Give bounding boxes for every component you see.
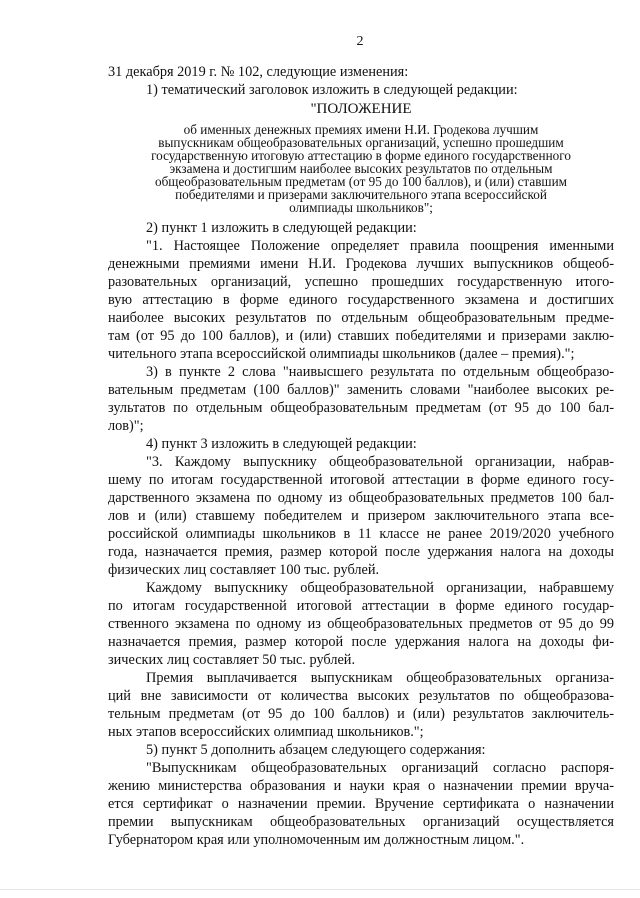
text-line: денежными премиями имени Н.И. Гродекова лучших выпускников общеоб- — [108, 256, 614, 272]
text-line: экзамена и достигшим наиболее высоких результатов по отдельным — [169, 161, 553, 176]
text-line: тельным предметам (от 95 до 100 баллов) и (или) результатов заключитель- — [108, 706, 614, 722]
text-line: шему по итогам государственной итоговой аттестации в форме единого госу- — [108, 472, 614, 488]
text-line: ций вне зависимости от количества высоких результатов по общеобразова- — [108, 688, 614, 704]
text-line: выпускникам общеобразовательных организаций, успешно прошедшим — [158, 135, 564, 150]
text-line: Губернатором края или уполномоченным им должностным лицом.". — [108, 832, 525, 848]
text-line: ется сертификат о назначении премии. Вручение сертификата о назначении — [108, 796, 614, 812]
text-line: Каждому выпускнику общеобразовательной организации, набравшему — [146, 580, 614, 596]
text-line: олимпиады школьников"; — [289, 200, 433, 215]
text-line: года, назначается премия, размер которой после удержания налога на доходы — [108, 544, 614, 560]
text-line: "1. Настоящее Положение определяет правила поощрения именными — [146, 238, 614, 254]
text-line: ных этапов всероссийских олимпиад школьников."; — [108, 724, 424, 740]
text-line: 1) тематический заголовок изложить в следующей редакции: — [146, 82, 518, 98]
text-line: вую аттестацию в форме единого государственного экзамена и достигших — [108, 292, 614, 308]
page-bottom-edge — [0, 889, 640, 890]
text-line: ственного экзамена по одному из общеобразовательных предметов от 95 до 99 — [108, 616, 614, 632]
text-line: назначается премия, размер которой после удержания налога на доходы фи- — [108, 634, 614, 650]
text-line: чительного этапа всероссийской олимпиады школьников (далее – премия)."; — [108, 346, 575, 362]
text-line: лов и (или) ставшему победителем и призером заключительного этапа все- — [108, 508, 614, 524]
text-line: Премия выплачивается выпускникам общеобразовательных организа- — [146, 670, 614, 686]
text-line: по итогам государственной итоговой аттестации в форме единого государ- — [108, 598, 614, 614]
text-line: 3) в пункте 2 слова "наивысшего результата по отдельным общеобразо- — [146, 364, 614, 380]
text-line: 4) пункт 3 изложить в следующей редакции: — [146, 436, 417, 452]
text-line: 2) пункт 1 изложить в следующей редакции: — [146, 220, 417, 236]
text-line: государственную итоговую аттестацию в форме единого государственного — [151, 148, 571, 163]
text-line: "ПОЛОЖЕНИЕ — [310, 101, 412, 117]
text-line: 31 декабря 2019 г. № 102, следующие изменения: — [108, 64, 409, 80]
text-line: об именных денежных премиях имени Н.И. Гродекова лучшим — [183, 122, 539, 137]
text-line: зических лиц составляет 50 тыс. рублей. — [108, 652, 356, 668]
text-line: 5) пункт 5 дополнить абзацем следующего содержания: — [146, 742, 486, 758]
text-line: "Выпускникам общеобразовательных организаций согласно распоря- — [146, 760, 614, 776]
page-number: 2 — [356, 34, 364, 49]
text-line: дарственного экзамена по одному из общеобразовательных предметов 100 бал- — [108, 490, 614, 506]
text-line: общеобразовательным предметам (от 95 до 100 баллов), и (или) ставшим — [154, 174, 567, 189]
text-line: российской олимпиады школьников в 11 классе не ранее 2019/2020 учебного — [108, 526, 614, 542]
text-line: физических лиц составляет 100 тыс. рублей. — [108, 562, 380, 578]
text-line: наиболее высоких результатов по отдельным общеобразовательным предме- — [108, 310, 614, 326]
text-line: зультатов по отдельным общеобразовательным предметам (от 95 до 100 бал- — [108, 400, 614, 416]
text-line: жению министерства образования и науки края о назначении премии вруча- — [108, 778, 614, 794]
text-line: премии выпускникам общеобразовательных организаций осуществляется — [108, 814, 614, 830]
text-line: победителями и призерами заключительного этапа всероссийской — [175, 187, 547, 202]
text-line: там (от 95 до 100 баллов), и (или) ставших победителями и призерами заклю- — [108, 328, 614, 344]
text-line: разовательных организаций, успешно прошедших государственную итого- — [108, 274, 614, 290]
text-line: вательным предметам (100 баллов)" заменить словами "наиболее высоких ре- — [108, 382, 614, 398]
text-line: лов)"; — [108, 418, 144, 434]
text-line: "3. Каждому выпускнику общеобразовательной организации, набрав- — [146, 454, 614, 470]
